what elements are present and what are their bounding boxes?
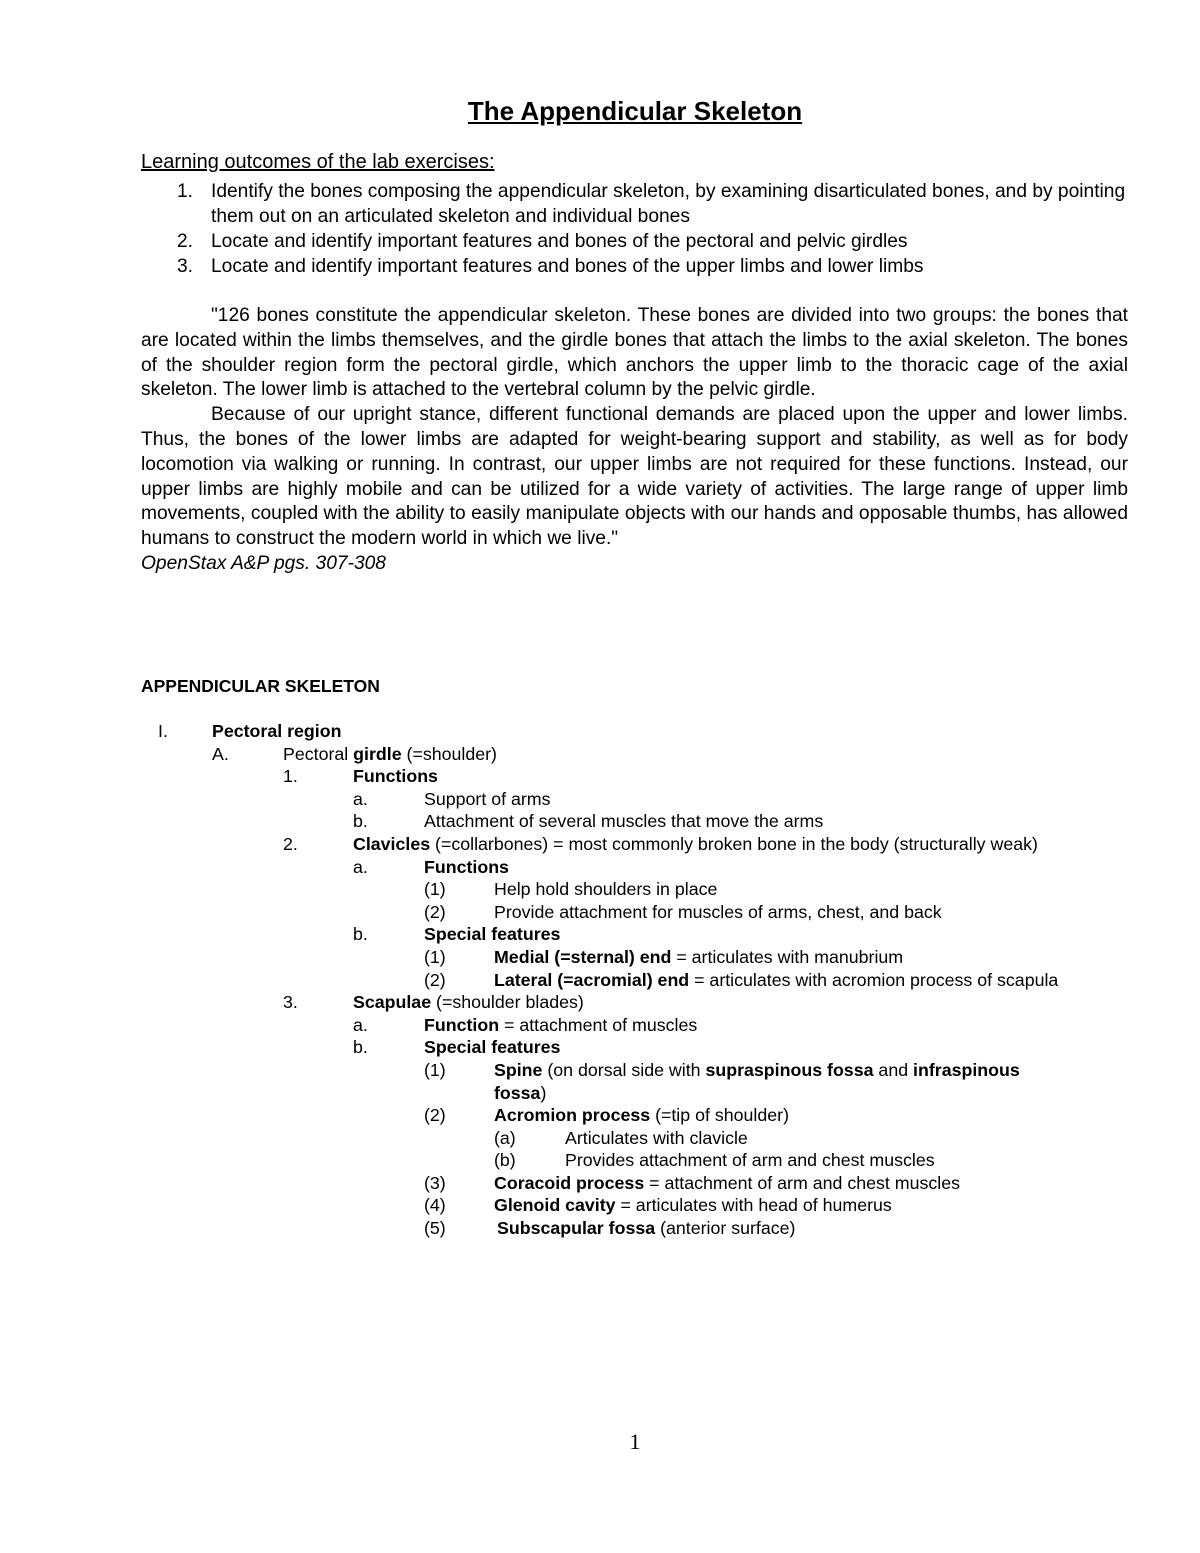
outline-text: [283, 743, 497, 766]
outline-label: 3.: [283, 992, 298, 1013]
outline-text: [494, 946, 903, 969]
outline-row: [0, 946, 1200, 969]
outline-text-bold: infraspinous: [913, 1059, 1020, 1080]
outline-label: (4): [424, 1195, 446, 1216]
learning-outcomes-colon: :: [488, 151, 495, 173]
learning-outcomes-list: [141, 179, 1131, 279]
outline-row: [0, 788, 1200, 811]
outline-label: a.: [353, 856, 368, 877]
outline-text-bold: Coracoid process: [494, 1172, 645, 1193]
outline-text: Articulates with clavicle: [565, 1127, 748, 1148]
page-number: 1: [629, 1429, 641, 1454]
outline-text-bold: girdle: [353, 743, 402, 764]
outline-label: a.: [353, 788, 368, 809]
outline-row: [0, 1036, 1200, 1059]
outline-label: (5): [424, 1218, 446, 1239]
outline-row: [0, 878, 1200, 901]
outline-text: [353, 833, 1038, 856]
quote-block: [141, 304, 1128, 577]
list-item-text: Identify the bones composing the appendicular skeleton, by examining disarticulated bones, and by pointing them out on an articulated skeleton and individual bones: [211, 181, 1126, 227]
outline-text: [497, 1217, 795, 1240]
outline-row: [0, 1082, 1200, 1105]
outline-row: [0, 991, 1200, 1014]
outline-text-part: Pectoral: [283, 743, 354, 764]
outline-text-bold: fossa: [494, 1082, 541, 1103]
outline-text-part: ): [540, 1082, 547, 1103]
outline-text-part: (anterior surface): [655, 1218, 796, 1239]
outline-row: [0, 1059, 1200, 1082]
outline-text: [353, 991, 584, 1014]
list-item: [141, 179, 1131, 229]
outline-text: Provides attachment of arm and chest muscles: [565, 1150, 935, 1171]
outline-text-bold: Scapulae: [353, 992, 432, 1013]
outline-text-part: (=shoulder blades): [431, 992, 584, 1013]
outline-row: [0, 1014, 1200, 1037]
quote-paragraph-2: Because of our upright stance, different functional demands are placed upon the upper and lower limbs. Thus, the bones of the lower limbs are adapted for weight-bearing support and stability, as well as for body locomotion via walking or running. In contrast, our upper limbs are not required for these functions. Instead, our upper limbs are highly mobile and can be utilized for a wide variety of activities. The large range of upper limb movements, coupled with the ability to easily manipulate objects with our hands and opposable thumbs, has allowed humans to construct the modern world in which we live.": [141, 404, 1128, 550]
outline-text: Help hold shoulders in place: [494, 879, 718, 900]
outline-text: [494, 1059, 1020, 1082]
outline-text: Pectoral region: [212, 721, 342, 741]
outline-row: [0, 923, 1200, 946]
outline-text: Attachment of several muscles that move the arms: [424, 811, 824, 832]
outline-row: [0, 810, 1200, 833]
outline-label: (b): [494, 1150, 516, 1171]
outline-label: (1): [424, 879, 446, 900]
outline-text: [424, 1014, 697, 1037]
outline-row: [0, 901, 1200, 924]
outline-label: b.: [353, 811, 368, 832]
outline-text: Special features: [424, 1037, 561, 1058]
section-heading: APPENDICULAR SKELETON: [141, 676, 380, 696]
learning-outcomes-heading-text: Learning outcomes of the lab exercises: [141, 151, 489, 173]
outline-text-part: (=tip of shoulder): [650, 1105, 789, 1126]
outline-row: [0, 1194, 1200, 1217]
outline-row: [0, 720, 1200, 743]
citation: OpenStax A&P pgs. 307-308: [141, 552, 386, 574]
outline-row: [0, 1172, 1200, 1195]
outline-row: [0, 1127, 1200, 1150]
outline-row: [0, 833, 1200, 856]
learning-outcomes-heading: [141, 151, 495, 174]
outline-label: (3): [424, 1172, 446, 1193]
outline-text: [494, 1194, 892, 1217]
outline-row: [0, 1217, 1200, 1240]
outline-label: (2): [424, 1105, 446, 1126]
outline-text-bold: Acromion process: [494, 1105, 651, 1126]
outline-label: (2): [424, 901, 446, 922]
list-item-text: Locate and identify important features and bones of the upper limbs and lower limbs: [211, 256, 924, 277]
outline-text-bold: Function: [424, 1014, 500, 1035]
outline-text: [494, 969, 1058, 992]
outline-row: [0, 1149, 1200, 1172]
list-item-number: 2.: [177, 231, 194, 252]
outline-text-part: (on dorsal side with: [542, 1059, 706, 1080]
outline-label: b.: [353, 1037, 368, 1058]
outline-label: 1.: [283, 766, 298, 787]
outline-text-part: = articulates with head of humerus: [615, 1195, 892, 1216]
outline-text-bold: supraspinous fossa: [705, 1059, 874, 1080]
outline-text-part: = attachment of arm and chest muscles: [644, 1172, 960, 1193]
outline-label: (2): [424, 969, 446, 990]
outline-row: [0, 743, 1200, 766]
outline-text-part: = articulates with acromion process of scapula: [689, 969, 1059, 990]
list-item-number: 3.: [177, 256, 194, 277]
list-item: [141, 254, 1131, 279]
outline-text: Support of arms: [424, 788, 551, 809]
outline-label: A.: [212, 743, 229, 764]
outline-text-part: = articulates with manubrium: [671, 946, 904, 967]
outline-text-bold: Glenoid cavity: [494, 1195, 616, 1216]
outline-text-part: = attachment of muscles: [499, 1014, 698, 1035]
outline-text-part: (=collarbones) = most commonly broken bone in the body (structurally weak): [430, 833, 1038, 854]
outline-label: b.: [353, 924, 368, 945]
outline-text: Special features: [424, 924, 561, 945]
outline-text-bold: Spine: [494, 1059, 543, 1080]
outline-row: [0, 856, 1200, 879]
outline-label: (a): [494, 1127, 516, 1148]
outline-row: [0, 765, 1200, 788]
outline-label: (1): [424, 1059, 446, 1080]
outline-text: [494, 1172, 960, 1195]
outline-text: [494, 1104, 789, 1127]
outline-text-bold: Subscapular fossa: [497, 1218, 656, 1239]
outline-text-bold: Lateral (=acromial) end: [494, 969, 690, 990]
outline: [0, 720, 1200, 1240]
list-item-text: Locate and identify important features and bones of the pectoral and pelvic girdles: [211, 231, 908, 252]
outline-text: Functions: [424, 856, 509, 877]
outline-text: Functions: [353, 766, 438, 787]
outline-text-part: (=shoulder): [401, 743, 497, 764]
outline-text: [494, 1082, 546, 1105]
list-item-number: 1.: [177, 181, 194, 202]
outline-label: a.: [353, 1014, 368, 1035]
document-title: The Appendicular Skeleton: [467, 96, 803, 126]
quote-paragraph-1: "126 bones constitute the appendicular skeleton. These bones are divided into two groups: the bones that are located within the limbs themselves, and the girdle bones that attach the limbs to the axial skeleton. The bones of the shoulder region form the pectoral girdle, which anchors the upper limb to the thoracic cage of the axial skeleton. The lower limb is attached to the vertebral column by the pelvic girdle.: [141, 305, 1128, 401]
outline-text-part: and: [873, 1059, 914, 1080]
outline-row: [0, 1104, 1200, 1127]
outline-row: [0, 969, 1200, 992]
outline-text: Provide attachment for muscles of arms, chest, and back: [494, 901, 942, 922]
outline-text-bold: Clavicles: [353, 833, 431, 854]
outline-label: 2.: [283, 833, 298, 854]
outline-label: I.: [158, 721, 168, 741]
outline-text-bold: Medial (=sternal) end: [494, 946, 672, 967]
list-item: [141, 229, 1131, 254]
outline-label: (1): [424, 946, 446, 967]
